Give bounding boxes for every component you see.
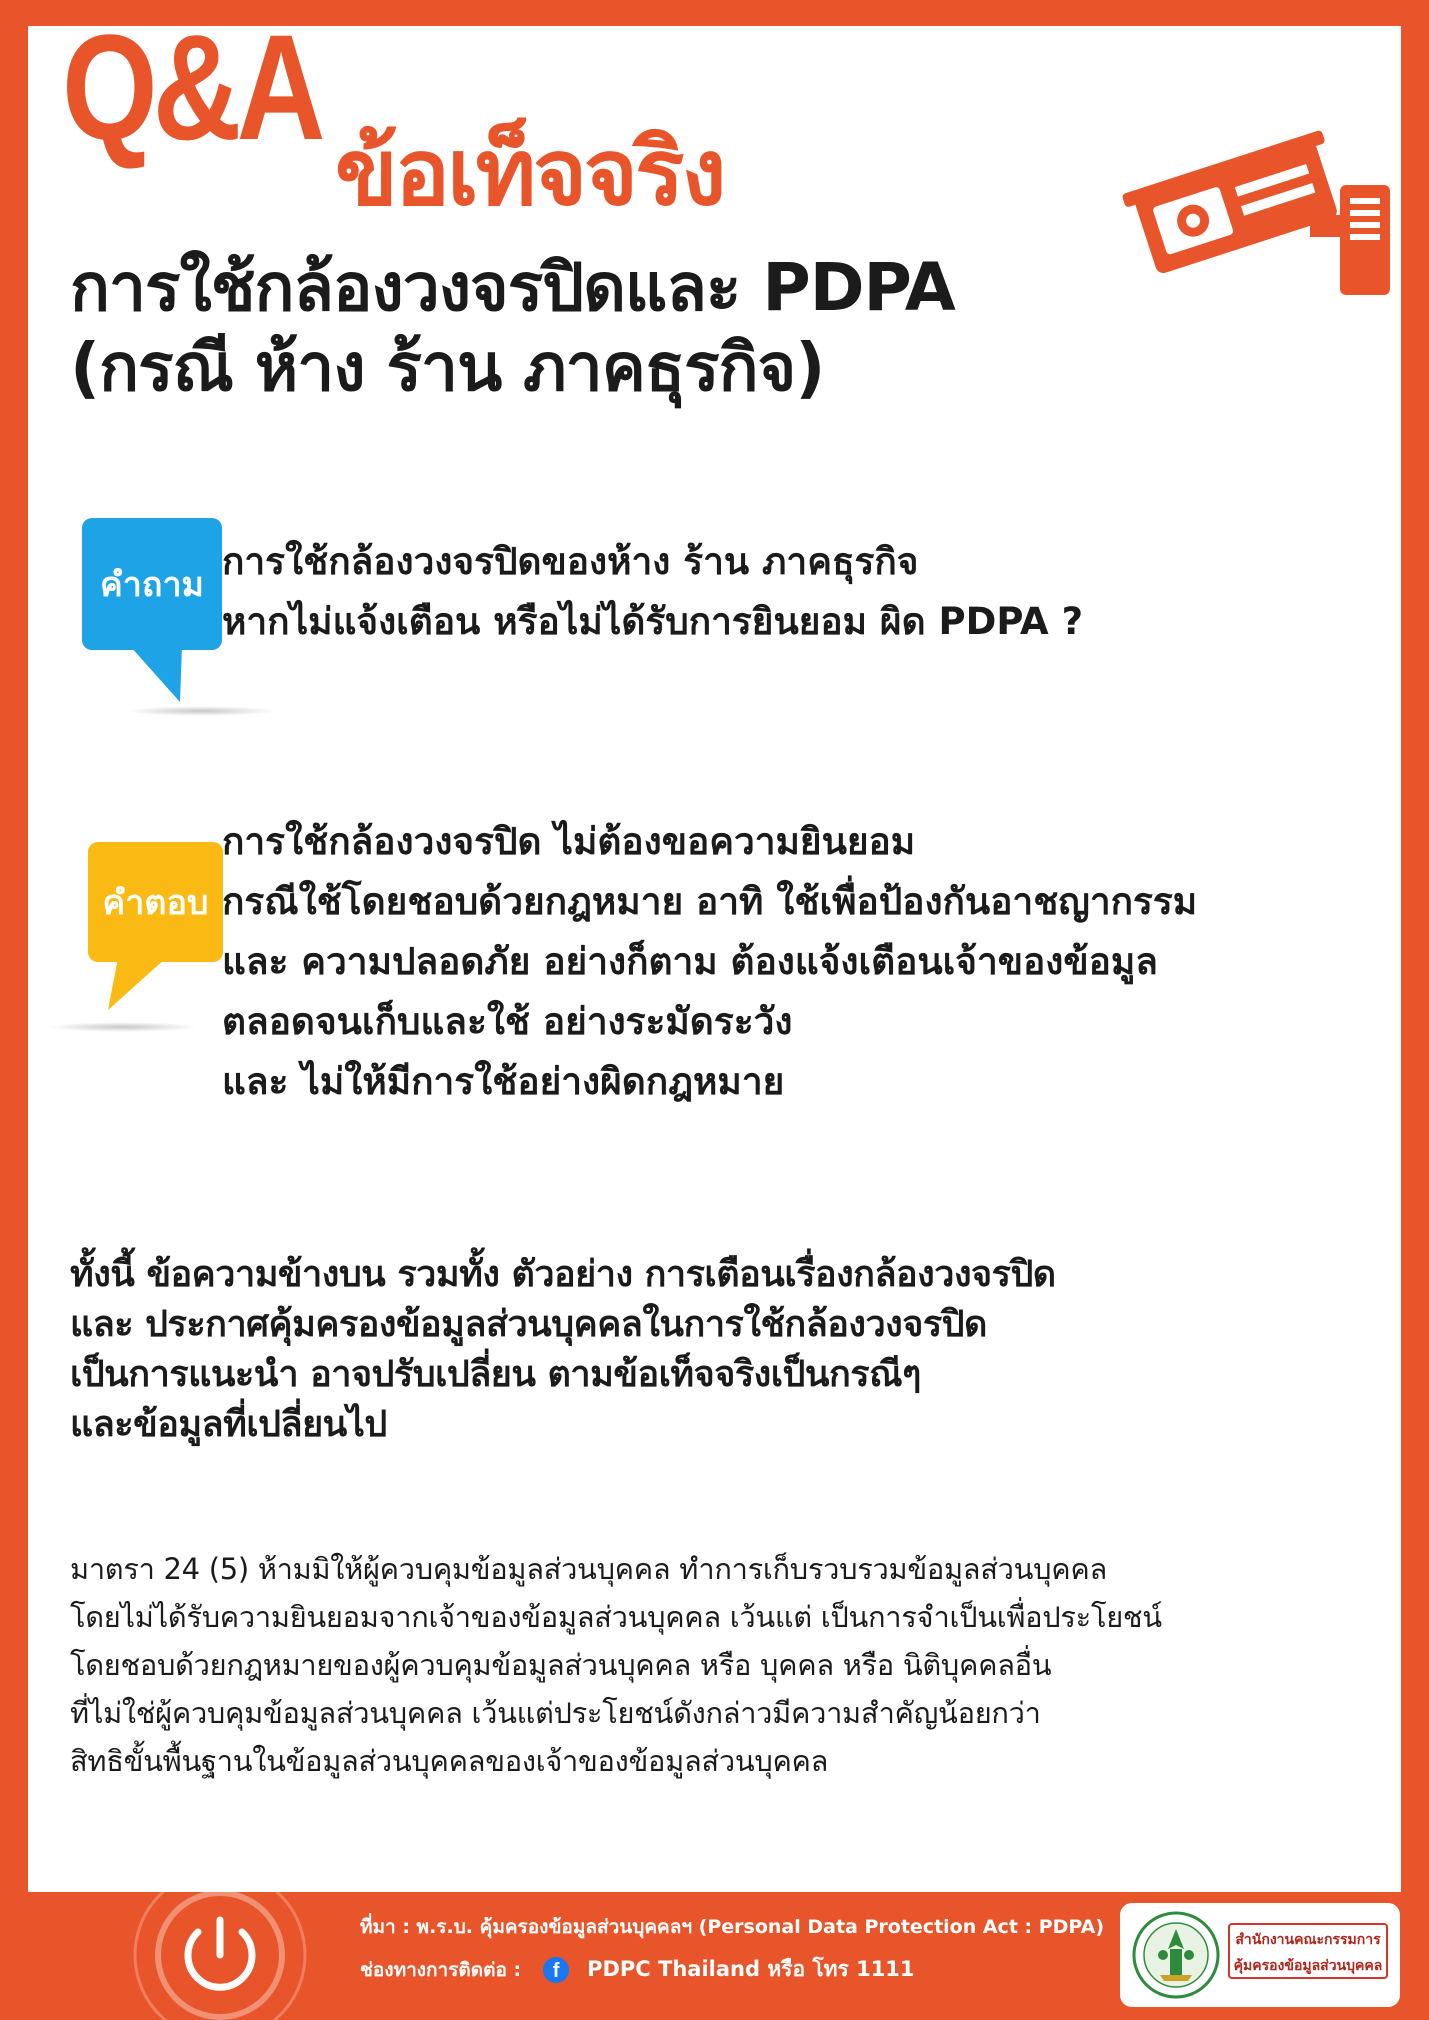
- question-line: การใช้กล้องวงจรปิดของห้าง ร้าน ภาคธุรกิจ: [222, 540, 919, 583]
- source-line: [360, 1912, 1104, 1942]
- org-name: [1228, 1923, 1388, 1979]
- disclaimer-line: และ ประกาศคุ้มครองข้อมูลส่วนบุคคลในการใช้กล้องวงจรปิด: [70, 1304, 987, 1345]
- disclaimer-line: ทั้งนี้ ข้อความข้างบน รวมทั้ง ตัวอย่าง การเตือนเรื่องกล้องวงจรปิด: [70, 1254, 1056, 1295]
- disclaimer-text: [70, 1250, 1056, 1450]
- bubble-shadow: [126, 706, 276, 716]
- question-bubble-tail: [130, 646, 190, 706]
- source-label: ที่มา :: [360, 1916, 417, 1938]
- bubble-shadow: [48, 1022, 198, 1032]
- page-title: [70, 248, 955, 408]
- answer-badge: คำตอบ: [88, 842, 223, 962]
- answer-bubble: [88, 842, 238, 1042]
- contact-label: ช่องทางการติดต่อ :: [360, 1958, 522, 1981]
- power-icon: [110, 1880, 310, 2020]
- facebook-icon[interactable]: f: [543, 1957, 569, 1983]
- cctv-camera-icon: [1110, 90, 1410, 310]
- question-text: [222, 532, 1083, 652]
- law-line: ที่ไม่ใช่ผู้ควบคุมข้อมูลส่วนบุคคล เว้นแต่ประโยชน์ดังกล่าวมีความสำคัญน้อยกว่า: [70, 1696, 1041, 1730]
- title-line: (กรณี ห้าง ร้าน ภาคธุรกิจ): [70, 329, 825, 406]
- org-name-line: สำนักงานคณะกรรมการ: [1235, 1932, 1381, 1948]
- facts-heading: ข้อเท็จจริง: [335, 119, 724, 226]
- answer-line: ตลอดจนเก็บและใช้ อย่างระมัดระวัง: [222, 1000, 793, 1043]
- answer-line: และ ความปลอดภัย อย่างก็ตาม ต้องแจ้งเตือนเจ้าของข้อมูล: [222, 940, 1158, 983]
- law-line: โดยไม่ได้รับความยินยอมจากเจ้าของข้อมูลส่วนบุคคล เว้นแต่ เป็นการจำเป็นเพื่อประโยชน์: [70, 1600, 1162, 1634]
- source-value: พ.ร.บ. คุ้มครองข้อมูลส่วนบุคคลฯ (Personal Data Protection Act : PDPA): [416, 1916, 1104, 1938]
- answer-line: และ ไม่ให้มีการใช้อย่างผิดกฎหมาย: [222, 1060, 785, 1103]
- question-line: หากไม่แจ้งเตือน หรือไม่ได้รับการยินยอม ผิด PDPA ?: [222, 600, 1084, 643]
- law-section-text: [70, 1545, 1162, 1785]
- ministry-seal-icon: [1130, 1909, 1222, 2001]
- title-line: การใช้กล้องวงจรปิดและ PDPA: [70, 249, 955, 326]
- question-bubble: [82, 518, 232, 718]
- disclaimer-line: และข้อมูลที่เปลี่ยนไป: [70, 1404, 387, 1445]
- contact-value: PDPC Thailand หรือ โทร 1111: [587, 1957, 915, 1981]
- answer-line: การใช้กล้องวงจรปิด ไม่ต้องขอความยินยอม: [222, 820, 916, 863]
- answer-text: [222, 812, 1197, 1112]
- law-line: มาตรา 24 (5) ห้ามมิให้ผู้ควบคุมข้อมูลส่วนบุคคล ทำการเก็บรวบรวมข้อมูลส่วนบุคคล: [70, 1552, 1107, 1586]
- org-logo-box: [1120, 1903, 1400, 2007]
- qa-logo: Q&A: [62, 3, 321, 171]
- contact-line: [360, 1953, 915, 1986]
- question-badge: คำถาม: [82, 518, 222, 650]
- law-line: โดยชอบด้วยกฎหมายของผู้ควบคุมข้อมูลส่วนบุคคล หรือ บุคคล หรือ นิติบุคคลอื่น: [70, 1648, 1052, 1682]
- answer-line: กรณีใช้โดยชอบด้วยกฎหมาย อาทิ ใช้เพื่อป้องกันอาชญากรรม: [222, 880, 1198, 923]
- law-line: สิทธิขั้นพื้นฐานในข้อมูลส่วนบุคคลของเจ้าของข้อมูลส่วนบุคคล: [70, 1744, 829, 1778]
- answer-bubble-tail: [108, 958, 168, 1018]
- org-name-line: คุ้มครองข้อมูลส่วนบุคคล: [1233, 1958, 1383, 1974]
- disclaimer-line: เป็นการแนะนำ อาจปรับเปลี่ยน ตามข้อเท็จจริงเป็นกรณีๆ: [70, 1354, 921, 1395]
